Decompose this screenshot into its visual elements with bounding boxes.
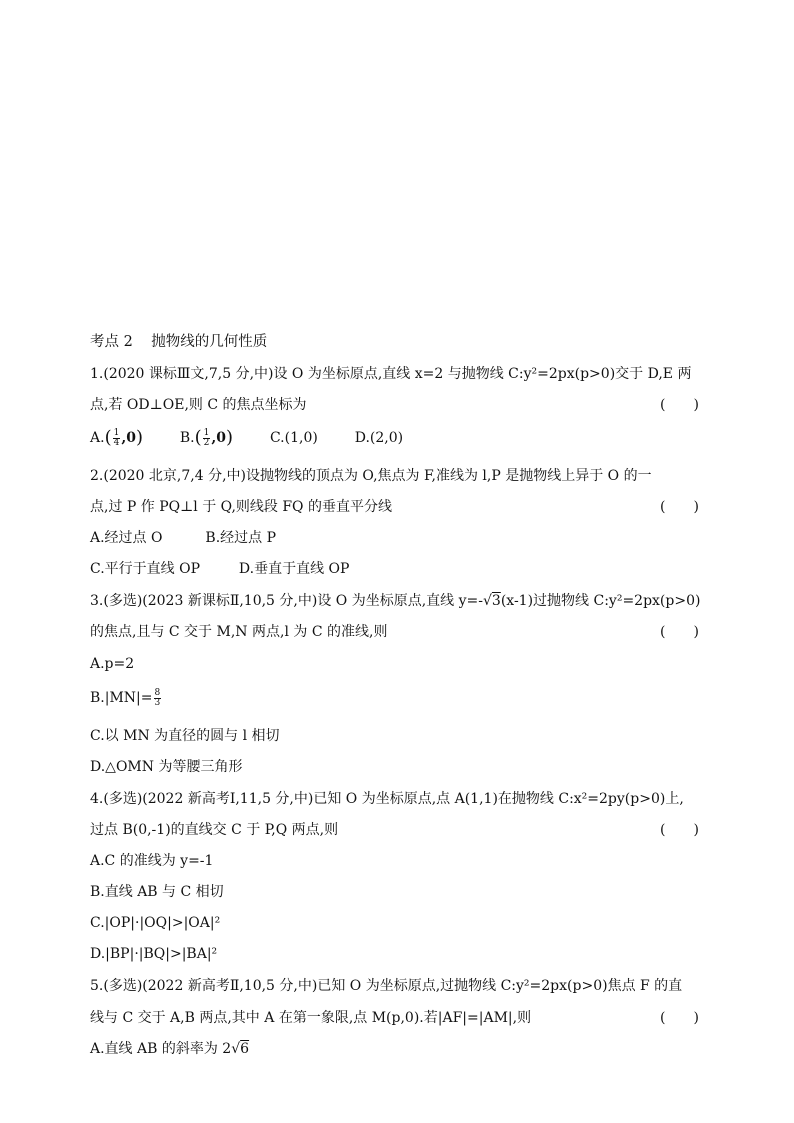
q4-answer-bracket: ( ) xyxy=(660,822,699,838)
q4-stem-line1: 4.(多选)(2022 新高考Ⅰ,11,5 分,中)已知 O 为坐标原点,点 A(1,1)在抛物线 C:x²=2py(p>0)上, xyxy=(90,791,684,807)
q3-stem-line1: 3.(多选)(2023 新课标Ⅱ,10,5 分,中)设 O 为坐标原点,直线 y=-√3(x-1)过抛物线 C:y²=2px(p>0) xyxy=(90,593,701,609)
q5-stem-line1: 5.(多选)(2022 新高考Ⅱ,10,5 分,中)已知 O 为坐标原点,过抛物线 C:y²=2px(p>0)焦点 F 的直 xyxy=(90,978,683,994)
q2-options-row1 xyxy=(90,528,276,548)
q1-option-d: D.(2,0) xyxy=(354,430,404,446)
q4-option-d: D.|BP|·|BQ|>|BA|² xyxy=(90,946,218,962)
q2-option-b: B.经过点 P xyxy=(205,530,277,546)
section-title: 抛物线的几何性质 xyxy=(151,334,268,350)
q2-answer-bracket: ( ) xyxy=(660,499,699,515)
q1-option-a: A.( $\frac{1}{4}$ ,0) xyxy=(90,427,143,448)
q2-option-d: D.垂直于直线 OP xyxy=(238,561,350,577)
q1-option-b: B.( $\frac{1}{2}$ ,0) xyxy=(179,427,234,448)
section-heading xyxy=(90,332,267,352)
q4-option-c: C.|OP|·|OQ|>|OA|² xyxy=(90,915,221,931)
q3-option-a: A.p=2 xyxy=(90,656,135,672)
q5-stem-line2: 线与 C 交于 A,B 两点,其中 A 在第一象限,点 M(p,0).若|AF|=|AM|,则 xyxy=(90,1010,532,1026)
q3-option-c: C.以 MN 为直径的圆与 l 相切 xyxy=(90,728,280,744)
q2-stem-line1: 2.(2020 北京,7,4 分,中)设抛物线的顶点为 O,焦点为 F,准线为 l,P 是抛物线上异于 O 的一 xyxy=(90,468,652,484)
q3-option-b: B.|MN|= $\frac{8}{3}$ xyxy=(90,687,161,708)
q1-option-c: C.(1,0) xyxy=(269,430,318,446)
q3-radicand: 3 xyxy=(491,593,501,609)
q5-option-a: A.直线 AB 的斜率为 2√6 xyxy=(90,1041,250,1057)
q2-option-c: C.平行于直线 OP xyxy=(90,561,201,577)
q5-radicand: 6 xyxy=(240,1041,250,1057)
section-label: 考点 2 xyxy=(90,334,133,350)
q2-option-a: A.经过点 O xyxy=(90,530,163,546)
q2-options-row2 xyxy=(90,559,349,579)
q5-answer-bracket: ( ) xyxy=(660,1010,699,1026)
q4-option-a: A.C 的准线为 y=-1 xyxy=(90,853,214,869)
q3-stem-line2: 的焦点,且与 C 交于 M,N 两点,l 为 C 的准线,则 xyxy=(90,624,388,640)
q3-option-d: D.△OMN 为等腰三角形 xyxy=(90,759,243,775)
q3-answer-bracket: ( ) xyxy=(660,624,699,640)
q1-options xyxy=(90,428,403,448)
q1-answer-bracket: ( ) xyxy=(660,397,699,413)
q4-option-b: B.直线 AB 与 C 相切 xyxy=(90,884,224,900)
q4-stem-line2: 过点 B(0,-1)的直线交 C 于 P,Q 两点,则 xyxy=(90,822,339,838)
q1-stem-line2: 点,若 OD⊥OE,则 C 的焦点坐标为 xyxy=(90,397,307,413)
q1-stem-line1: 1.(2020 课标Ⅲ文,7,5 分,中)设 O 为坐标原点,直线 x=2 与抛物线 C:y²=2px(p>0)交于 D,E 两 xyxy=(90,366,692,382)
q2-stem-line2: 点,过 P 作 PQ⊥l 于 Q,则线段 FQ 的垂直平分线 xyxy=(90,499,392,515)
